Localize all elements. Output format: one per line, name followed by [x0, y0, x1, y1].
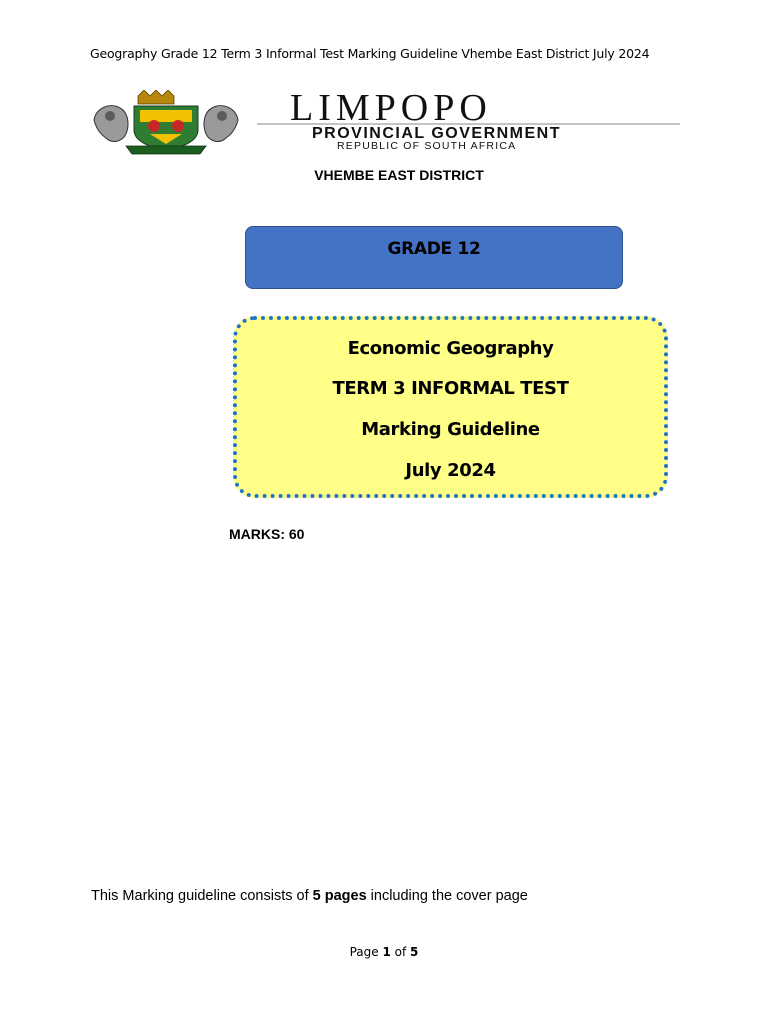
page-count-note-prefix: This Marking guideline consists of	[91, 888, 313, 904]
grade-box	[245, 226, 623, 289]
page-count-value: 5 pages	[312, 888, 367, 904]
page-number-of: of	[390, 945, 411, 959]
page-number-current: 1	[382, 945, 391, 959]
limpopo-government-logo	[90, 90, 680, 156]
coat-of-arms-icon	[94, 90, 238, 154]
test-title: TERM 3 INFORMAL TEST	[332, 378, 569, 399]
page-number-total: 5	[410, 945, 419, 959]
page-number-prefix: Page	[349, 945, 383, 959]
page-number	[0, 945, 768, 959]
title-box	[233, 316, 668, 498]
logo-title: LIMPOPO	[290, 90, 492, 129]
document-header: Geography Grade 12 Term 3 Informal Test Marking Guideline Vhembe East District July 2024	[90, 46, 650, 61]
document-date: July 2024	[405, 460, 496, 481]
district-name: VHEMBE EAST DISTRICT	[314, 167, 484, 183]
page-count-note-suffix: including the cover page	[366, 888, 528, 904]
grade-label: GRADE 12	[387, 239, 481, 259]
total-marks: MARKS: 60	[229, 526, 305, 542]
subject-title: Economic Geography	[347, 338, 554, 359]
page-count-note	[91, 888, 528, 904]
document-type: Marking Guideline	[361, 419, 540, 440]
logo-country: REPUBLIC OF SOUTH AFRICA	[337, 140, 517, 152]
logo-subtitle: PROVINCIAL GOVERNMENT	[312, 125, 561, 142]
